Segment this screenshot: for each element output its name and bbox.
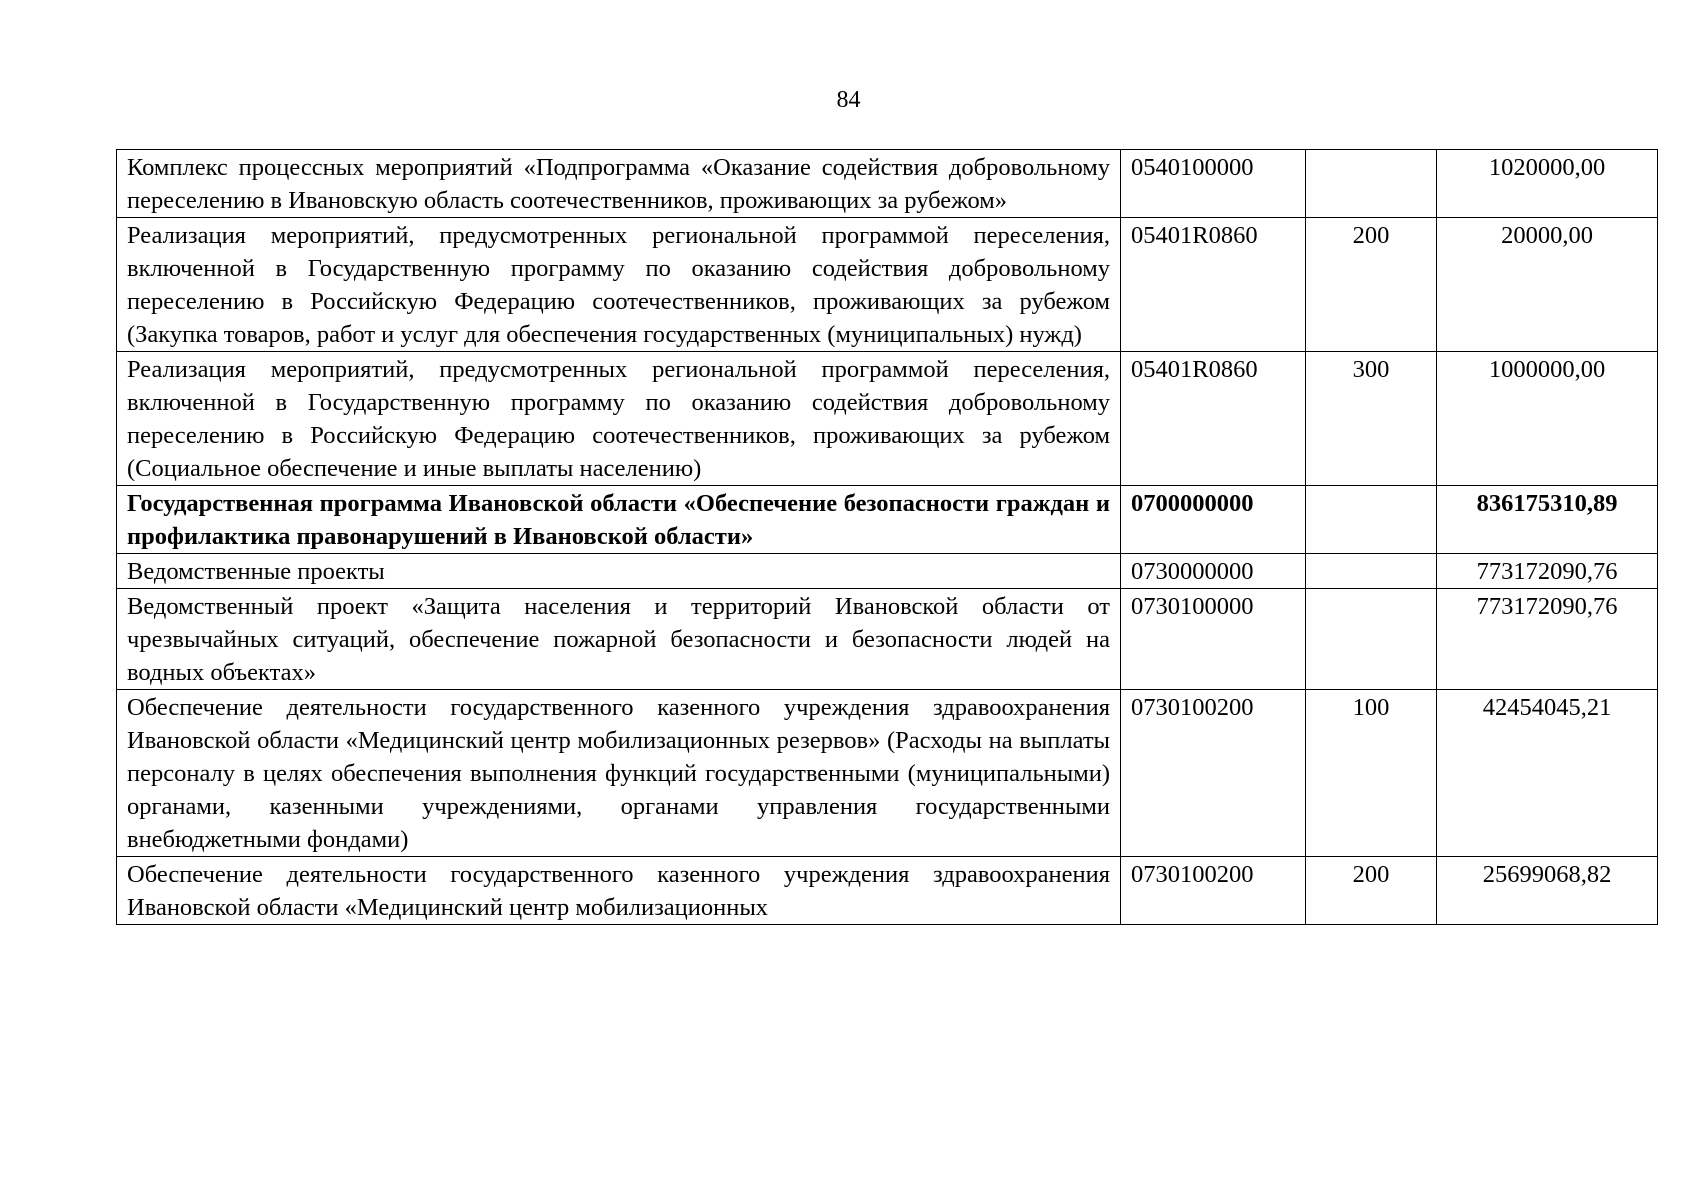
row-expense-type (1306, 589, 1437, 690)
row-amount: 1000000,00 (1437, 352, 1658, 486)
row-expense-type (1306, 486, 1437, 554)
row-code: 05401R0860 (1121, 352, 1306, 486)
table-row (117, 218, 1658, 352)
row-name: Ведомственные проекты (117, 554, 1121, 589)
row-name: Реализация мероприятий, предусмотренных региональной программой переселения, включенной в Государственную программу по оказанию содействия добровольному переселению в Российскую Федерацию соотечественников, проживающих за рубежом (Социальное обеспечение и иные выплаты населению) (117, 352, 1121, 486)
row-amount: 773172090,76 (1437, 554, 1658, 589)
row-code: 0730000000 (1121, 554, 1306, 589)
row-amount: 25699068,82 (1437, 857, 1658, 925)
table-row (117, 352, 1658, 486)
row-name: Комплекс процессных мероприятий «Подпрограмма «Оказание содействия добровольному переселению в Ивановскую область соотечественников, проживающих за рубежом» (117, 150, 1121, 218)
row-expense-type (1306, 554, 1437, 589)
row-amount: 836175310,89 (1437, 486, 1658, 554)
row-amount: 773172090,76 (1437, 589, 1658, 690)
row-amount: 42454045,21 (1437, 690, 1658, 857)
row-name: Государственная программа Ивановской области «Обеспечение безопасности граждан и профилактика правонарушений в Ивановской области» (117, 486, 1121, 554)
table-row (117, 857, 1658, 925)
row-name: Обеспечение деятельности государственного казенного учреждения здравоохранения Ивановской области «Медицинский центр мобилизационных (117, 857, 1121, 925)
table-row (117, 589, 1658, 690)
row-code: 0700000000 (1121, 486, 1306, 554)
row-code: 0540100000 (1121, 150, 1306, 218)
row-name: Реализация мероприятий, предусмотренных региональной программой переселения, включенной в Государственную программу по оказанию содействия добровольному переселению в Российскую Федерацию соотечественников, проживающих за рубежом (Закупка товаров, работ и услуг для обеспечения государственных (муниципальных) нужд) (117, 218, 1121, 352)
row-expense-type: 100 (1306, 690, 1437, 857)
row-expense-type: 200 (1306, 218, 1437, 352)
row-expense-type (1306, 150, 1437, 218)
row-amount: 1020000,00 (1437, 150, 1658, 218)
row-code: 0730100200 (1121, 690, 1306, 857)
table-row (117, 150, 1658, 218)
row-expense-type: 300 (1306, 352, 1437, 486)
row-code: 05401R0860 (1121, 218, 1306, 352)
row-code: 0730100000 (1121, 589, 1306, 690)
table-row (117, 690, 1658, 857)
row-name: Ведомственный проект «Защита населения и территорий Ивановской области от чрезвычайных ситуаций, обеспечение пожарной безопасности и безопасности людей на водных объектах» (117, 589, 1121, 690)
row-code: 0730100200 (1121, 857, 1306, 925)
table-row-program (117, 486, 1658, 554)
table-row (117, 554, 1658, 589)
page-number: 84 (836, 87, 861, 113)
row-expense-type: 200 (1306, 857, 1437, 925)
row-amount: 20000,00 (1437, 218, 1658, 352)
budget-table (116, 149, 1658, 925)
row-name: Обеспечение деятельности государственного казенного учреждения здравоохранения Ивановской области «Медицинский центр мобилизационных резервов» (Расходы на выплаты персоналу в целях обеспечения выполнения функций государственными (муниципальными) органами, казенными учреждениями, органами управления государственными внебюджетными фондами) (117, 690, 1121, 857)
